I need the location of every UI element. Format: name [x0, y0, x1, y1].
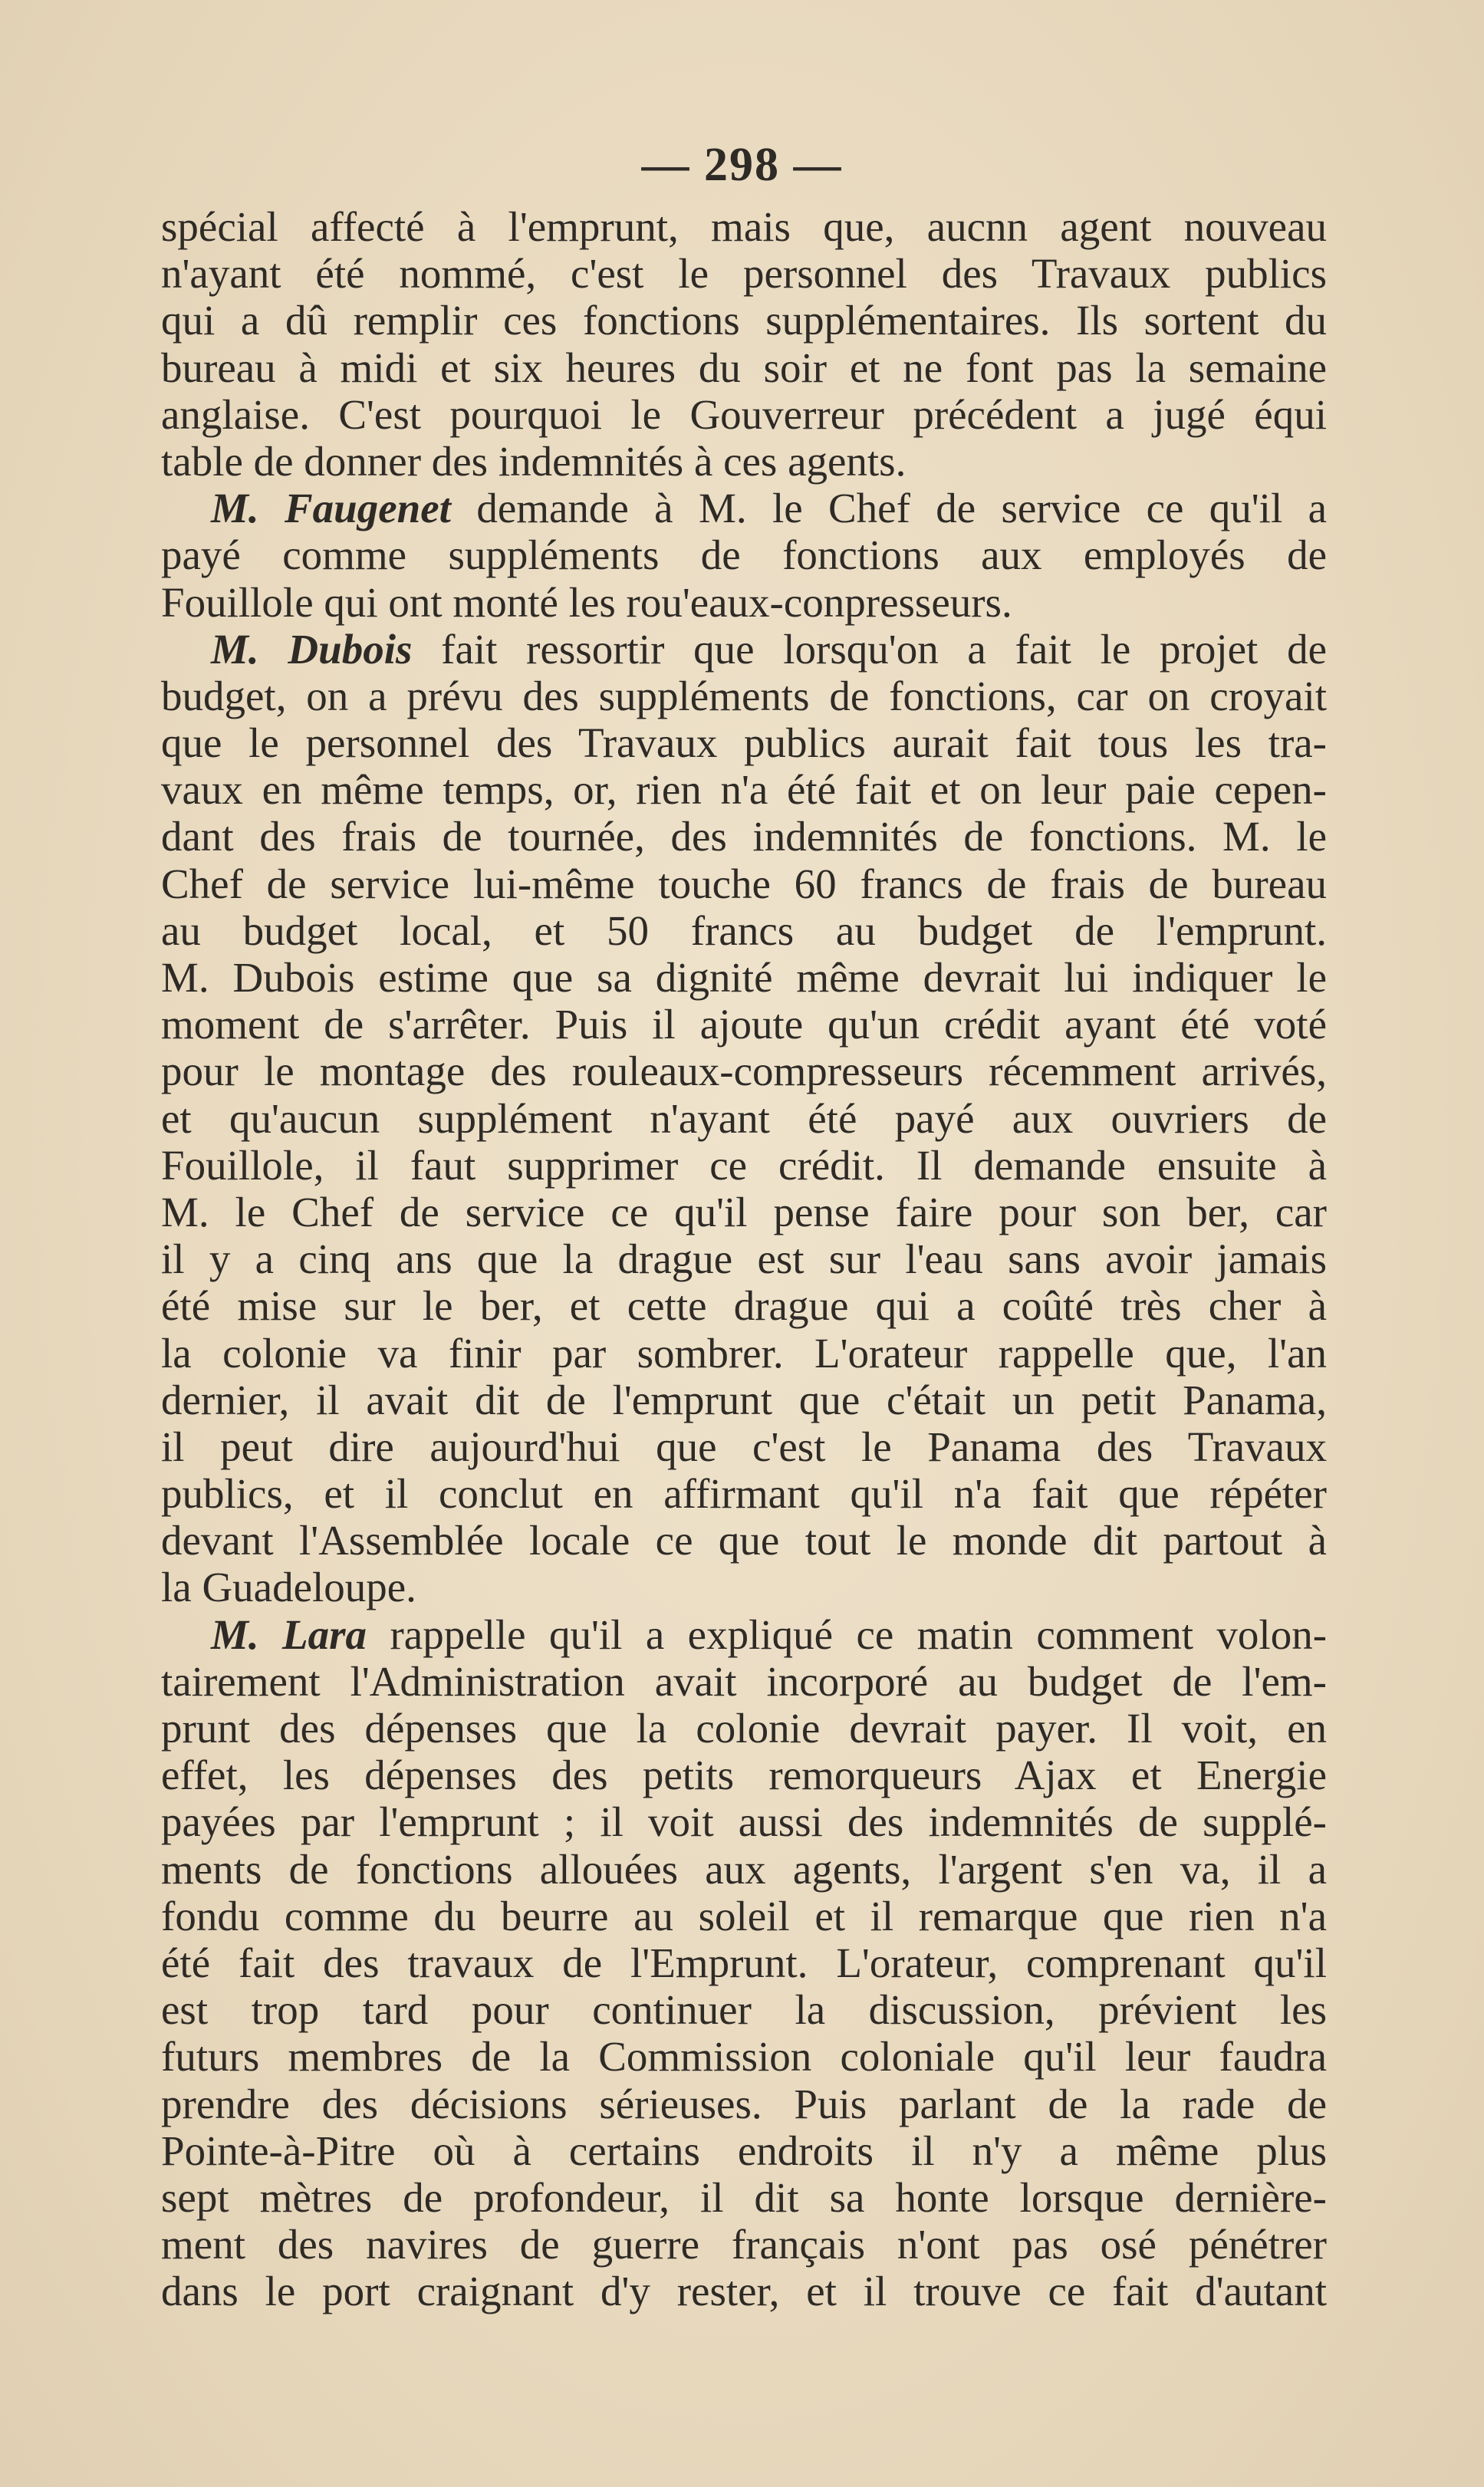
text-line: que le personnel des Travaux publics aurait fait tous les tra- [161, 719, 1327, 767]
text-line: ments de fonctions allouées aux agents, l'argent s'en va, il a [161, 1845, 1327, 1893]
text-line: Chef de service lui-même touche 60 francs de frais de bureau [161, 860, 1327, 907]
page-number: — 298 — [641, 139, 843, 191]
text-line: dans le port craignant d'y rester, et il trouve ce fait d'autant [161, 2268, 1327, 2315]
text-line: sept mètres de profondeur, il dit sa honte lorsque dernière- [161, 2173, 1327, 2221]
text-line: moment de s'arrêter. Puis il ajoute qu'un crédit ayant été voté [161, 1001, 1327, 1048]
text-line: ment des navires de guerre français n'ont pas osé pénétrer [161, 2221, 1327, 2268]
speaker-name: M. Lara [211, 1610, 367, 1658]
text-line: table de donner des indemnités à ces agents. [161, 437, 907, 485]
text-line [161, 626, 1327, 673]
text-line: dant des frais de tournée, des indemnités de fonctions. M. le [161, 813, 1327, 860]
speaker-name: M. Faugenet [211, 485, 451, 532]
text-line: payé comme suppléments de fonctions aux employés de [161, 531, 1327, 579]
text-line [161, 1611, 1327, 1658]
paragraph-faugenet [161, 485, 1327, 626]
text-line: M. Dubois estime que sa dignité même devrait lui indiquer le [161, 954, 1327, 1001]
text-line: qui a dû remplir ces fonctions supplémentaires. Ils sortent du [161, 297, 1327, 344]
text-line: anglaise. C'est pourquoi le Gouverreur précédent a jugé équi [161, 390, 1327, 438]
text-line: devant l'Assemblée locale ce que tout le monde dit partout à [161, 1517, 1327, 1564]
text-line: spécial affecté à l'emprunt, mais que, aucnn agent nouveau [161, 203, 1327, 250]
text-line: Pointe-à-Pitre où à certains endroits il n'y a même plus [161, 2127, 1327, 2174]
paragraph-lara [161, 1611, 1327, 2315]
text-line: Fouillole qui ont monté les rou'eaux-conpresseurs. [161, 578, 1012, 626]
line-text: demande à M. le Chef de service ce qu'il a [450, 485, 1327, 532]
text-line: n'ayant été nommé, c'est le personnel des Travaux publics [161, 250, 1327, 298]
text-line: été fait des travaux de l'Emprunt. L'orateur, comprenant qu'il [161, 1939, 1327, 1986]
text-line: dernier, il avait dit de l'emprunt que c'était un petit Panama, [161, 1376, 1327, 1423]
text-line: vaux en même temps, or, rien n'a été fait et on leur paie cepen- [161, 766, 1327, 814]
text-line: budget, on a prévu des suppléments de fonctions, car on croyait [161, 672, 1327, 719]
text-line: la Guadeloupe. [161, 1564, 416, 1611]
text-line: il peut dire aujourd'hui que c'est le Panama des Travaux [161, 1423, 1327, 1470]
text-line: futurs membres de la Commission coloniale qu'il leur faudra [161, 2033, 1327, 2081]
text-line: M. le Chef de service ce qu'il pense faire pour son ber, car [161, 1188, 1327, 1235]
text-line: Fouillole, il faut supprimer ce crédit. Il demande ensuite à [161, 1141, 1327, 1189]
text-line: bureau à midi et six heures du soir et ne font pas la semaine [161, 344, 1327, 391]
text-line: il y a cinq ans que la drague est sur l'eau sans avoir jamais [161, 1235, 1327, 1283]
line-text: fait ressortir que lorsqu'on a fait le projet de [412, 625, 1327, 673]
body-text [161, 203, 1327, 2314]
text-line: la colonie va finir par sombrer. L'orateur rappelle que, l'an [161, 1329, 1327, 1377]
text-line: fondu comme du beurre au soleil et il remarque que rien n'a [161, 1892, 1327, 1939]
text-line: tairement l'Administration avait incorporé au budget de l'em- [161, 1657, 1327, 1705]
text-line: prendre des décisions sérieuses. Puis parlant de la rade de [161, 2080, 1327, 2127]
text-line [161, 485, 1327, 531]
paragraph-dubois [161, 626, 1327, 1611]
text-line: pour le montage des rouleaux-compresseurs récemment arrivés, [161, 1048, 1327, 1095]
text-line: publics, et il conclut en affirmant qu'il n'a fait que répéter [161, 1470, 1327, 1518]
text-line: est trop tard pour continuer la discussion, prévient les [161, 1986, 1327, 2034]
speaker-name: M. Dubois [211, 625, 413, 673]
text-line: effet, les dépenses des petits remorqueurs Ajax et Energie [161, 1752, 1327, 1799]
text-line: prunt des dépenses que la colonie devrait payer. Il voit, en [161, 1705, 1327, 1752]
text-line: au budget local, et 50 francs au budget de l'emprunt. [161, 906, 1327, 954]
paragraph-continuation [161, 203, 1327, 485]
text-line: été mise sur le ber, et cette drague qui a coûté très cher à [161, 1282, 1327, 1330]
text-line: et qu'aucun supplément n'ayant été payé aux ouvriers de [161, 1094, 1327, 1142]
line-text: rappelle qu'il a expliqué ce matin comment volon- [367, 1610, 1327, 1658]
text-line: payées par l'emprunt ; il voit aussi des indemnités de supplé- [161, 1798, 1327, 1846]
